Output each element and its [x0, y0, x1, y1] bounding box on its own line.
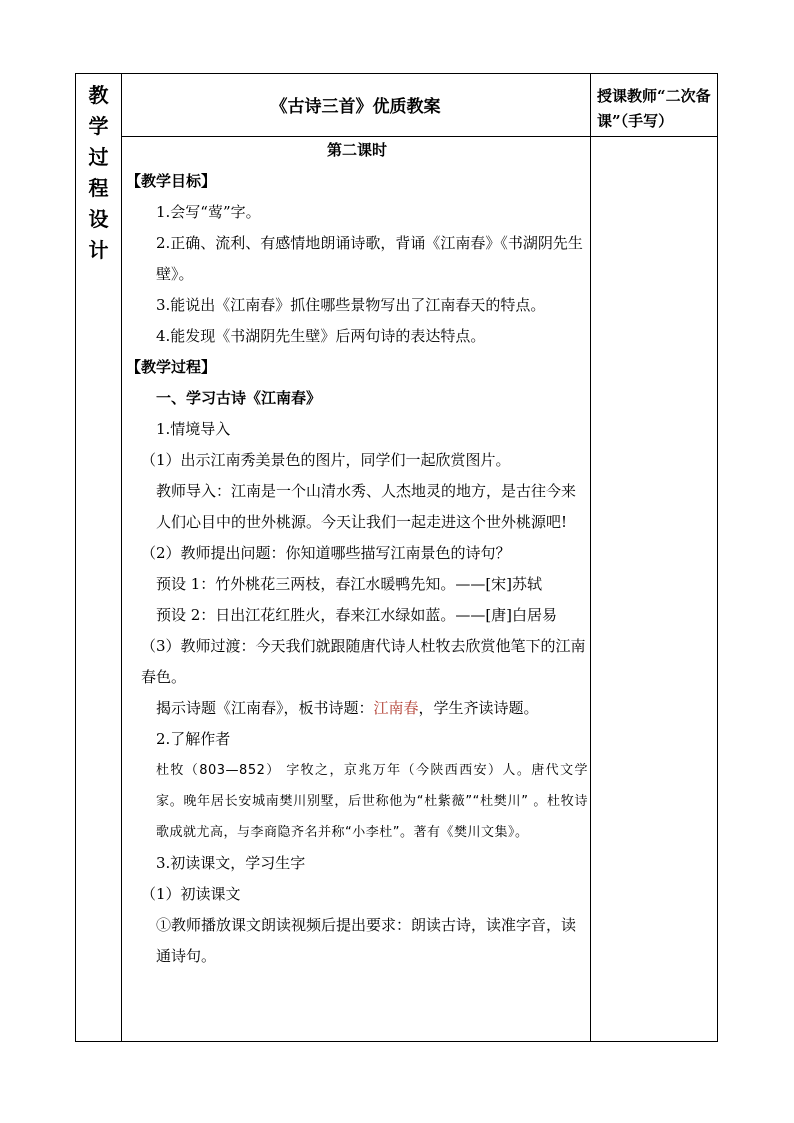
section-label-char: 程 — [88, 176, 109, 200]
reveal-line — [126, 693, 588, 724]
goal-item: 4.能发现《书湖阴先生壁》后两句诗的表达特点。 — [156, 327, 486, 345]
page-title: 《古诗三首》优质教案 — [270, 97, 441, 117]
teacher-note-header: 授课教师“二次备课”（手写） — [597, 87, 711, 130]
step-item: ①教师播放课文朗读视频后提出要求：朗读古诗，读准字音，读通诗句。 — [156, 916, 577, 965]
goal-item: 3.能说出《江南春》抓住哪些景物写出了江南春天的特点。 — [156, 296, 546, 314]
lesson-content — [126, 135, 588, 972]
goal-item: 1.会写“莺”字。 — [156, 203, 261, 221]
step-item: （2）教师提出问题：你知道哪些描写江南景色的诗句？ — [141, 544, 511, 562]
goal-item: 2.正确、流利、有感情地朗诵诗歌，背诵《江南春》《书湖阴先生壁》。 — [156, 234, 583, 283]
column-divider-right — [590, 74, 591, 1041]
step-heading: 2.了解作者 — [156, 730, 231, 748]
lesson-plan-table — [75, 73, 718, 1042]
preset-item: 预设 2：日出江花红胜火，春来江水绿如蓝。——[唐]白居易 — [156, 606, 558, 624]
step-heading: 3.初读课文，学习生字 — [156, 854, 306, 872]
section-label-column — [76, 74, 121, 266]
step-heading: 1.情境导入 — [156, 420, 231, 438]
reveal-text: 揭示诗题《江南春》，板书诗题： — [156, 699, 374, 717]
section-label-char: 教 — [88, 83, 109, 107]
step-item: （1）出示江南秀美景色的图片，同学们一起欣赏图片。 — [141, 451, 511, 469]
step-item: （1）初读课文 — [141, 885, 241, 903]
section-label-char: 过 — [88, 145, 109, 169]
section-label-char: 计 — [88, 238, 109, 262]
section-heading: 一、学习古诗《江南春》 — [156, 389, 322, 407]
teacher-intro: 教师导入：江南是一个山清水秀、人杰地灵的地方，是古往今来人们心目中的世外桃源。今天让我们一起走进这个世外桃源吧! — [156, 482, 577, 531]
process-heading: 【教学过程】 — [126, 358, 217, 376]
section-label-char: 学 — [88, 114, 109, 138]
preset-item: 预设 1：竹外桃花三两枝，春江水暖鸭先知。——[宋]苏轼 — [156, 575, 543, 593]
goals-heading: 【教学目标】 — [126, 172, 217, 190]
lesson-heading: 第二课时 — [326, 141, 387, 159]
reveal-text: ，学生齐读诗题。 — [418, 699, 539, 717]
column-divider-left — [121, 74, 122, 1041]
section-label-char: 设 — [88, 207, 109, 231]
step-item: （3）教师过渡：今天我们就跟随唐代诗人杜牧去欣赏他笔下的江南春色。 — [141, 637, 586, 686]
board-title: 江南春 — [373, 699, 419, 717]
author-bio: 杜牧（803—852） 字牧之，京兆万年（今陕西西安）人。唐代文学家。晚年居长安城南樊川别墅，后世称他为“杜紫薇”“杜樊川” 。杜牧诗歌成就尤高，与李商隐齐名并称“小李杜”。著有《樊川文集》。 — [156, 763, 588, 840]
